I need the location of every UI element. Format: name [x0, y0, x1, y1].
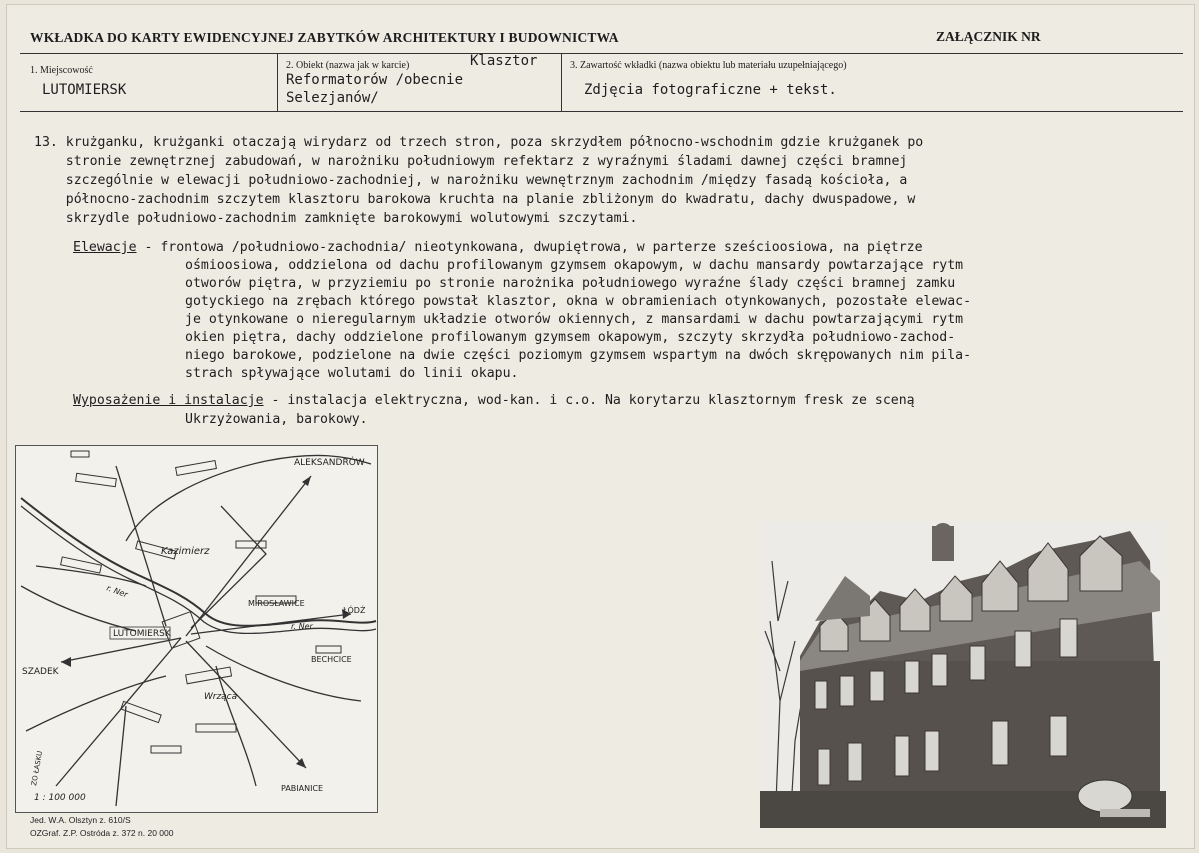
content-value: Zdjęcia fotograficzne + tekst.: [584, 82, 837, 98]
equipment-heading: Wyposażenie i instalacje: [73, 393, 264, 408]
text-line: ośmioosiowa, oddzielona od dachu profilowanym gzymsem okapowym, w dachu mansardy powtarzające rytm: [185, 258, 964, 273]
text-line: niego barokowe, podzielone na dwie części poziomym gzymsem wspartym na dwóch skrępowanych nim pila-: [185, 348, 972, 363]
map-scale: 1 : 100 000: [34, 793, 86, 803]
map-label-miroslawice: MIROSŁAWICE: [248, 599, 305, 608]
object-field: [277, 54, 563, 111]
locality-field: [20, 54, 277, 111]
map-label-aleksandrow: ALEKSANDRÓW: [294, 458, 365, 468]
elevations-heading: Elewacje: [73, 240, 137, 255]
map-label-lodz: ŁÓDŹ: [343, 606, 366, 615]
map-label-szadek: SZADEK: [22, 667, 59, 677]
text-line: 13. krużganku, krużganki otaczają wirydarz od trzech stron, poza skrzydłem północno-wschodnim gdzie krużganek po: [34, 135, 924, 150]
object-label: 2. Obiekt (nazwa jak w karcie): [286, 60, 410, 71]
text-line: północno-zachodnim szczytem klasztoru barokowa kruchta na planie zbliżonym do kwadratu, dachy dwuspadowe, w: [34, 192, 916, 207]
content-field: [561, 54, 1183, 111]
attachment-number-label: ZAŁĄCZNIK NR: [936, 29, 1041, 44]
locality-label: 1. Miejscowość: [30, 65, 93, 76]
header-fields: [20, 53, 1183, 112]
text-line: okien piętra, dachy oddzielone profilowanym gzymsem okapowym, szczyty skrzydła południowo-zachod-: [185, 330, 956, 345]
map-label-bechcice: BECHCICE: [311, 655, 352, 664]
object-value-line3: Selezjanów/: [286, 90, 379, 106]
locality-value: LUTOMIERSK: [42, 82, 127, 98]
elevations-text: - frontowa /południowo-zachodnia/ nieotynkowana, dwupiętrowa, w parterze sześcioosiowa, na piętrze: [136, 240, 923, 255]
card-title: WKŁADKA DO KARTY EWIDENCYJNEJ ZABYTKÓW ARCHITEKTURY I BUDOWNICTWA: [30, 30, 619, 45]
map-label-kazimierz: Kazimierz: [161, 546, 210, 557]
equipment-text: - instalacja elektryczna, wod-kan. i c.o. Na korytarzu klasztornym fresk ze sceną: [263, 393, 915, 408]
text-line: strach spływające wolutami do linii okapu.: [185, 366, 519, 381]
object-value-line2: Reformatorów /obecnie: [286, 72, 464, 88]
elevations-first-line: [73, 238, 923, 257]
print-info-line-2: OZGraf. Z.P. Ostróda z. 372 n. 20 000: [30, 828, 174, 838]
map-label-pabianice: PABIANICE: [281, 784, 324, 793]
location-map: [15, 445, 378, 813]
map-drawing: [16, 446, 377, 812]
map-label-ner-2: r. Ner: [291, 622, 313, 631]
map-label-ner-1: r. Ner: [105, 583, 129, 600]
map-label-zelasku: ZO ŁASKU: [30, 750, 45, 787]
text-line: skrzydle południowo-zachodnim zamknięte barokowymi wolutowymi szczytami.: [34, 211, 638, 226]
content-label: 3. Zawartość wkładki (nazwa obiektu lub materiału uzupełniającego): [570, 60, 847, 71]
object-value-line1: Klasztor: [470, 53, 538, 69]
building-photograph: [760, 521, 1166, 828]
building-photo-drawing: [760, 521, 1166, 828]
map-label-wrzaca: Wrząca: [204, 692, 238, 702]
text-line: stronie zewnętrznej zabudowań, w narożniku południowym refektarz z wyraźnymi śladami dawnej części bramnej: [34, 154, 908, 169]
text-line: gotyckiego na zrębach którego powstał klasztor, okna w obramieniach otynkowanych, pozostałe elewac-: [185, 294, 972, 309]
text-line: Ukrzyżowania, barokowy.: [185, 412, 368, 427]
text-line: otworów piętra, w przyziemiu po stronie narożnika południowego wyraźne ślady części bramnej zamku: [185, 276, 956, 291]
text-line: szczególnie w elewacji południowo-zachodniej, w narożniku wewnętrznym zachodnim /między fasadą kościoła, a: [34, 173, 908, 188]
equipment-first-line: [73, 391, 915, 410]
map-label-lutomiersk: LUTOMIERSK: [113, 629, 171, 639]
text-line: je otynkowane o nieregularnym układzie otworów okiennych, z mansardami w dachu powtarzającymi rytm: [185, 312, 964, 327]
print-info-line-1: Jed. W.A. Olsztyn z. 610/S: [30, 815, 131, 825]
